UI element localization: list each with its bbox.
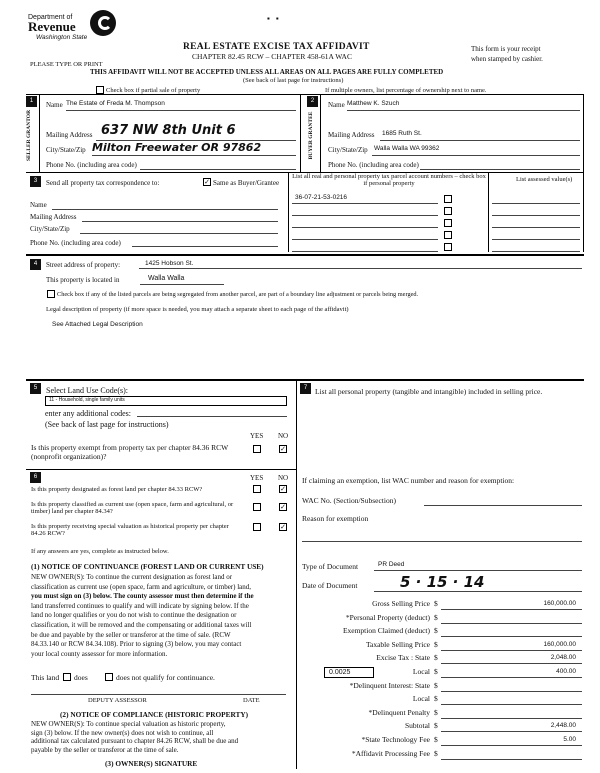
same-as-buyer-label: Same as Buyer/Grantee: [213, 179, 280, 187]
notice2-title: (2) NOTICE OF COMPLIANCE (HISTORIC PROPERTY): [60, 710, 249, 719]
s6-no-header: NO: [278, 474, 289, 482]
located-label: This property is located in: [46, 276, 120, 284]
scan-dots: ▪ ▪: [267, 14, 279, 23]
currency-sign: $: [434, 667, 438, 676]
parcel-personal-checkbox[interactable]: [444, 219, 452, 227]
total-row-label: Subtotal: [404, 721, 430, 731]
segregated-checkbox[interactable]: [47, 290, 55, 298]
type-print: PLEASE TYPE OR PRINT: [30, 61, 103, 68]
currency-sign: $: [434, 626, 438, 636]
s5-yes-header: YES: [250, 432, 264, 440]
notice1-line: be due and payable by the seller or transferor at the time of sale. (RCW: [31, 630, 231, 639]
notice1-line: land transferred continues to qualify and will indicate by signing below. If the: [31, 601, 249, 610]
notice2-line: additional tax calculated pursuant to chapter 84.26 RCW, shall be due and: [31, 737, 239, 745]
seller-name-label: Name: [46, 101, 63, 109]
total-row-label: *Affidavit Processing Fee: [351, 748, 430, 758]
does-label: does: [74, 673, 88, 682]
forest-question: Is this property designated as forest land per chapter 84.33 RCW?: [31, 486, 203, 493]
land-use-select[interactable]: [45, 396, 287, 406]
total-row-label: Local: [412, 667, 430, 676]
currency-sign: $: [434, 639, 438, 649]
section-6-badge: 6: [30, 472, 41, 483]
seller-city-label: City/State/Zip: [46, 146, 86, 154]
agency-line2: Revenue: [28, 19, 76, 34]
s3-phone-label: Phone No. (including area code): [30, 239, 121, 247]
total-row-value: 2,448.00: [550, 722, 576, 730]
section-1-badge: 1: [26, 96, 37, 107]
buyer-city: Walla Walla WA 99362: [374, 145, 440, 152]
parcel-number: 36-07-21-53-0216: [295, 194, 348, 201]
notice3-title: (3) OWNER(S) SIGNATURE: [105, 759, 198, 768]
receipt-line2: when stamped by cashier.: [471, 55, 543, 63]
same-as-buyer-checkbox[interactable]: ✓: [204, 178, 210, 186]
seller-phone-label: Phone No. (including area code): [46, 161, 137, 169]
local-rate: 0.0025: [329, 669, 351, 676]
current-use-question: Is this property classified as current use (open space, farm and agricultural, or timber) land per chapter 84.34?: [31, 501, 234, 516]
buyer-name: Matthew K. Szuch: [347, 100, 400, 107]
forest-yes-checkbox[interactable]: [253, 485, 261, 493]
buyer-city-label: City/State/Zip: [328, 146, 368, 154]
notice1-line: you must sign on (3) below. The county assessor must then determine if the: [31, 592, 254, 601]
legal-description: See Attached Legal Description: [52, 321, 143, 328]
doc-type: PR Deed: [378, 561, 405, 568]
reason-label: Reason for exemption: [302, 514, 369, 523]
total-row-value: 160,000.00: [543, 640, 576, 648]
notice1-line: 84.33.140 or RCW 84.34.108). Prior to signing (3) below, you may contact: [31, 640, 242, 649]
historic-no-checkbox[interactable]: ✓: [280, 523, 286, 531]
section-2-badge: 2: [307, 96, 318, 107]
street-label: Street address of property:: [46, 261, 121, 269]
current-use-yes-checkbox[interactable]: [253, 503, 261, 511]
currency-sign: $: [434, 707, 438, 717]
notice2-line: payable by the seller or transferor at the time of sale.: [31, 745, 179, 754]
s3-name-label: Name: [30, 201, 47, 209]
historic-yes-checkbox[interactable]: [253, 523, 261, 531]
additional-codes-label: enter any additional codes:: [45, 409, 131, 418]
s5-see-back: (See back of last page for instructions): [45, 420, 169, 429]
warning-text: THIS AFFIDAVIT WILL NOT BE ACCEPTED UNLESS ALL AREAS ON ALL PAGES ARE FULLY COMPLETED: [90, 68, 444, 76]
does-not-label: does not qualify for continuance.: [116, 673, 215, 682]
buyer-side-label: BUYER GRANTEE: [308, 111, 314, 160]
exempt-no-checkbox[interactable]: ✓: [280, 445, 286, 453]
parcel-header: List all real and personal property tax parcel account numbers – check box if personal property: [292, 173, 486, 188]
if-any-yes: If any answers are yes, complete as instructed below.: [31, 548, 169, 555]
wac-label: WAC No. (Section/Subsection): [302, 496, 396, 505]
total-row-value: 400.00: [556, 668, 576, 675]
parcel-personal-checkbox[interactable]: [444, 231, 452, 239]
notice1-title: (1) NOTICE OF CONTINUANCE (FOREST LAND OR CURRENT USE): [31, 562, 264, 571]
s5-no-header: NO: [278, 432, 289, 440]
doc-type-label: Type of Document: [302, 562, 359, 571]
segregated-label: Check box if any of the listed parcels are being segregated from another parcel, are part of a boundary line adjustment or parcels being merged.: [57, 291, 419, 298]
agency-line3: Washington State: [36, 34, 88, 41]
partial-sale-label: Check box if partial sale of property: [106, 87, 201, 94]
legal-label: Legal description of property (if more space is needed, you may attach a separate sheet to each page of the affidavit): [46, 306, 349, 313]
buyer-address-label: Mailing Address: [328, 131, 375, 139]
total-row-label: Exemption Claimed (deduct): [342, 626, 430, 636]
exempt-yes-checkbox[interactable]: [253, 445, 261, 453]
seller-city: Milton Freewater OR 97862: [92, 141, 262, 154]
total-row-value: 5.00: [563, 736, 576, 743]
current-use-no-checkbox[interactable]: ✓: [280, 503, 286, 511]
parcel-personal-checkbox[interactable]: [444, 195, 452, 203]
total-row-label: Gross Selling Price: [372, 599, 430, 608]
total-row-label: Local: [412, 694, 430, 704]
total-row-value: 160,000.00: [543, 600, 576, 607]
land-use-label: Select Land Use Code(s):: [46, 386, 128, 395]
forest-no-checkbox[interactable]: ✓: [280, 485, 286, 493]
total-row-value: 2,048.00: [550, 654, 576, 662]
parcel-personal-checkbox[interactable]: [444, 207, 452, 215]
seller-name: The Estate of Freda M. Thompson: [66, 100, 165, 107]
exemption-label: If claiming an exemption, list WAC number and reason for exemption:: [302, 476, 515, 485]
does-not-checkbox[interactable]: [105, 673, 113, 681]
total-row-label: *Delinquent Penalty: [368, 707, 430, 717]
located-county: Walla Walla: [148, 275, 185, 282]
deputy-assessor-label: DEPUTY ASSESSOR: [88, 697, 147, 704]
seller-side-label: SELLER GRANTOR: [26, 109, 32, 162]
personal-property-label: List all personal property (tangible and intangible) included in selling price.: [315, 387, 543, 396]
notice1-line: your local county assessor for more information.: [31, 649, 168, 658]
agency-line1: Department of: [28, 14, 73, 21]
section-5-badge: 5: [30, 383, 41, 394]
s6-yes-header: YES: [250, 474, 264, 482]
currency-sign: $: [434, 680, 438, 690]
currency-sign: $: [434, 748, 438, 758]
parcel-personal-checkbox[interactable]: [444, 243, 452, 251]
this-land-label: This land: [31, 673, 60, 682]
does-checkbox[interactable]: [63, 673, 71, 681]
total-row-label: Excise Tax : State: [376, 653, 430, 663]
doc-date-label: Date of Document: [302, 581, 358, 590]
s3-city-label: City/State/Zip: [30, 225, 70, 233]
total-row-label: *Personal Property (deduct): [345, 612, 430, 622]
currency-sign: $: [434, 599, 438, 608]
receipt-line1: This form is your receipt: [471, 45, 541, 53]
partial-sale-checkbox[interactable]: [96, 86, 104, 94]
notice1-line: land no longer qualifies or you do not wish to continue the designation or: [31, 611, 237, 620]
notice2-line: NEW OWNER(S): To continue special valuation as historic property,: [31, 720, 226, 728]
currency-sign: $: [434, 735, 438, 744]
notice1-line: NEW OWNER(S): To continue the current designation as forest land or: [31, 573, 233, 581]
historic-question: Is this property receiving special valuation as historical property per chapter 84.26 RCW?: [31, 523, 229, 538]
assessed-header: List assessed value(s): [516, 176, 573, 183]
section-4-badge: 4: [30, 259, 41, 270]
section-7-badge: 7: [300, 383, 311, 394]
doc-date: 5 · 15 · 14: [400, 573, 485, 591]
notice1-line: classification, it will be removed and the compensating or additional taxes will: [31, 621, 252, 629]
seller-address-label: Mailing Address: [46, 131, 93, 139]
land-use-value: 11 - Household, single family units: [49, 397, 125, 403]
notice1-line: classification as current use (open space, farm and agriculture, or timber) land,: [31, 582, 252, 591]
seller-address: 637 NW 8th Unit 6: [101, 123, 236, 138]
see-back: (See back of last page for instructions): [243, 77, 344, 84]
total-row-label: Taxable Selling Price: [365, 639, 430, 649]
street-address: 1425 Hobson St.: [145, 260, 194, 267]
notice2-line: sign (3) below. If the new owner(s) does not wish to continue, all: [31, 728, 214, 737]
multiple-owners-note: If multiple owners, list percentage of ownership next to name.: [325, 87, 487, 94]
total-row-label: *Delinquent Interest: State: [349, 680, 430, 690]
form-title: REAL ESTATE EXCISE TAX AFFIDAVIT: [183, 42, 370, 52]
form-chapter: CHAPTER 82.45 RCW – CHAPTER 458-61A WAC: [192, 52, 352, 61]
s3-address-label: Mailing Address: [30, 213, 77, 221]
total-row-label: *State Technology Fee: [361, 735, 430, 744]
currency-sign: $: [434, 694, 438, 704]
section-3-badge: 3: [30, 176, 41, 187]
send-correspondence-label: Send all property tax correspondence to:: [46, 179, 160, 187]
date-label: DATE: [243, 697, 260, 704]
exempt-question: Is this property exempt from property tax per chapter 84.36 RCW (nonprofit organization)?: [31, 443, 229, 461]
currency-sign: $: [434, 721, 438, 731]
currency-sign: $: [434, 653, 438, 663]
buyer-name-label: Name: [328, 101, 345, 109]
buyer-phone-label: Phone No. (including area code): [328, 161, 419, 169]
currency-sign: $: [434, 612, 438, 622]
buyer-address: 1685 Ruth St.: [382, 130, 422, 137]
